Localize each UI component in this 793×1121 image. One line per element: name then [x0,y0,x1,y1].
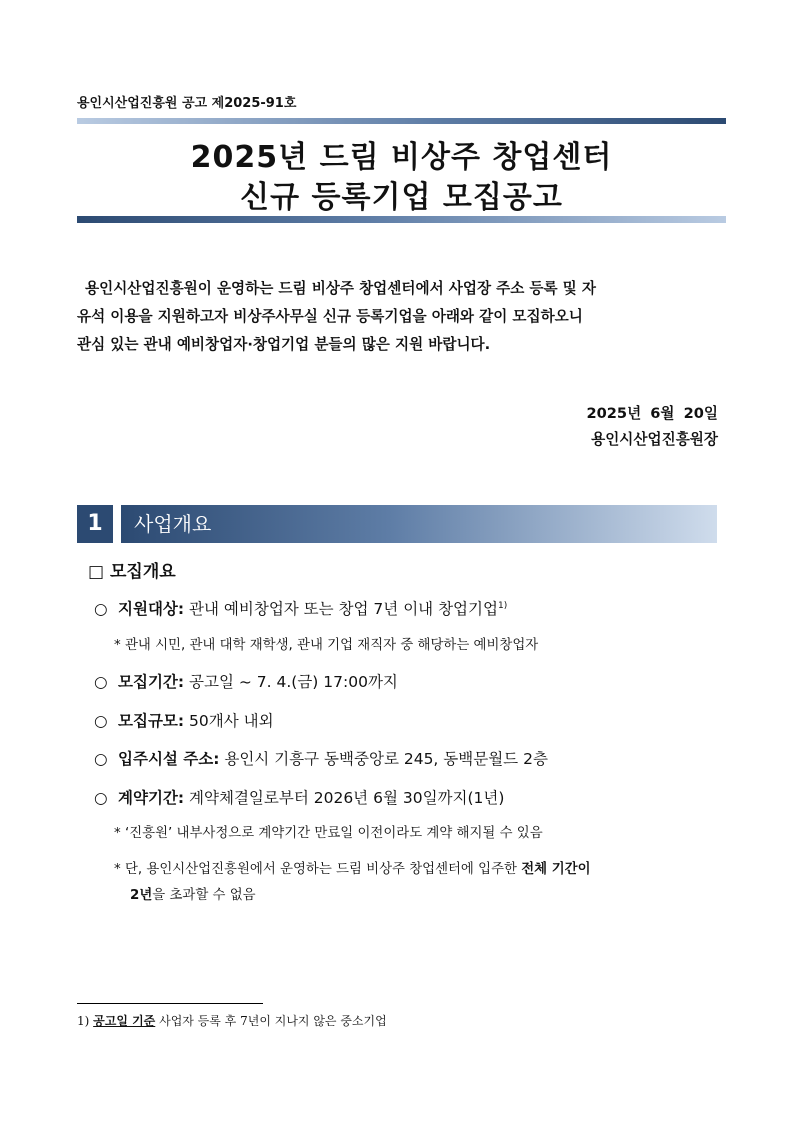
title-top-rule [77,118,726,124]
footnote-divider [77,1003,263,1004]
notice-number: 용인시산업진흥원 공고 제2025-91호 [77,96,297,111]
item-value: 공고일 ~ 7. 4.(금) 17:00까지 [184,673,398,691]
footnote-text: 사업자 등록 후 7년이 지나지 않은 중소기업 [155,1014,387,1028]
item-label: 계약기간: [118,789,185,807]
page-title-line2: 신규 등록기업 모집공고 [240,180,563,215]
intro-line: 유석 이용을 지원하고자 비상주사무실 신규 등록기업을 아래와 같이 모집하오니 [77,308,583,325]
issuer-name: 용인시산업진흥원장 [591,431,718,448]
note-emphasis: 2년 [130,888,153,903]
note-text: 을 초과할 수 없음 [152,888,256,903]
subheading: □ 모집개요 [88,562,176,582]
circle-bullet-icon: ○ [94,712,108,730]
item-address [94,747,548,769]
circle-bullet-icon: ○ [94,600,108,618]
circle-bullet-icon: ○ [94,750,108,768]
note-text: * 단, 용인시산업진흥원에서 운영하는 드림 비상주 창업센터에 입주한 [114,862,522,877]
footnote-marker: 1) [77,1014,94,1028]
circle-bullet-icon: ○ [94,789,108,807]
section-number: 1 [77,505,113,543]
footnote [77,1012,387,1029]
item-value: 계약체결일로부터 2026년 6월 30일까지(1년) [184,789,505,807]
item-period [94,670,398,692]
footnote-emphasis: 공고일 기준 [93,1014,156,1028]
item-label: 입주시설 주소: [118,750,220,768]
issue-date: 2025년 6월 20일 [586,405,718,422]
section-title: 사업개요 [134,512,212,536]
item-label: 모집기간: [118,673,185,691]
item-scale [94,709,274,731]
title-bottom-rule [77,216,726,223]
note-target: * 관내 시민, 관내 대학 재학생, 관내 기업 재직자 중 해당하는 예비창업자 [114,638,539,653]
circle-bullet-icon: ○ [94,673,108,691]
intro-paragraph [77,275,719,359]
intro-line: 관심 있는 관내 예비창업자·창업기업 분들의 많은 지원 바랍니다. [77,336,491,353]
item-label: 지원대상: [118,600,185,618]
page-title-line1: 2025년 드림 비상주 창업센터 [190,140,613,175]
item-value: 50개사 내외 [184,712,274,730]
item-value: 관내 예비창업자 또는 창업 7년 이내 창업기업 [184,600,498,618]
intro-line: 용인시산업진흥원이 운영하는 드림 비상주 창업센터에서 사업장 주소 등록 및 자 [85,280,596,297]
item-target [94,597,507,619]
note-contract-1: * ‘진흥원’ 내부사정으로 계약기간 만료일 이전이라도 계약 해지될 수 있음 [114,826,543,841]
item-label: 모집규모: [118,712,185,730]
item-contract [94,786,504,808]
footnote-ref: 1) [497,600,508,611]
note-contract-2 [114,857,720,909]
note-emphasis: 전체 기간이 [521,862,591,877]
item-value: 용인시 기흥구 동백중앙로 245, 동백문월드 2층 [219,750,548,768]
